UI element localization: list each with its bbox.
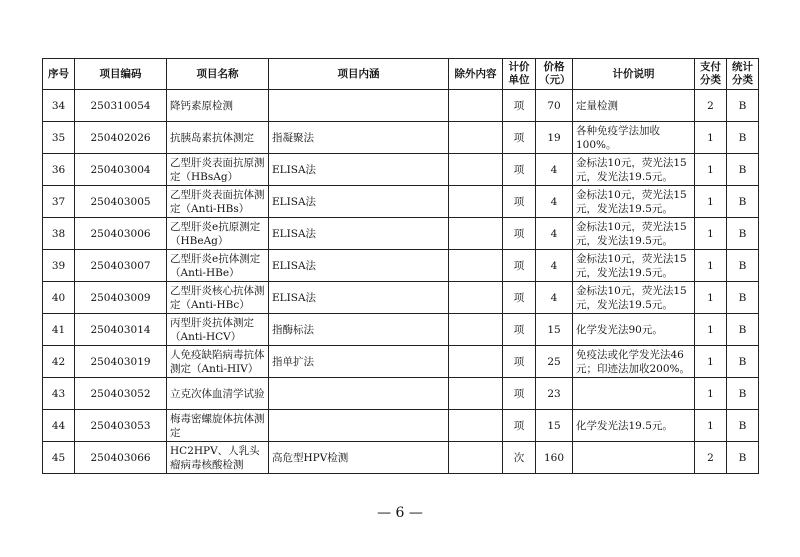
row-note: 金标法10元，荧光法15元，发光法19.5元。 bbox=[573, 186, 695, 218]
row-price: 4 bbox=[536, 154, 573, 186]
row-name: 梅毒密螺旋体抗体测定 bbox=[167, 410, 269, 442]
row-price: 15 bbox=[536, 410, 573, 442]
header-stat: 统计分类 bbox=[727, 59, 759, 90]
row-unit: 项 bbox=[503, 346, 536, 378]
table-row bbox=[43, 378, 759, 410]
row-seq: 41 bbox=[43, 314, 75, 346]
row-content: ELISA法 bbox=[269, 154, 449, 186]
header-seq: 序号 bbox=[43, 59, 75, 90]
row-name: 人免疫缺陷病毒抗体测定（Anti-HIV） bbox=[167, 346, 269, 378]
row-unit: 项 bbox=[503, 122, 536, 154]
price-table-container bbox=[42, 58, 758, 474]
table-row bbox=[43, 314, 759, 346]
header-name: 项目名称 bbox=[167, 59, 269, 90]
row-stat: B bbox=[727, 442, 759, 474]
row-exclude bbox=[449, 442, 503, 474]
row-seq: 38 bbox=[43, 218, 75, 250]
row-pay: 1 bbox=[695, 154, 727, 186]
row-code: 250403009 bbox=[75, 282, 167, 314]
row-name: 抗胰岛素抗体测定 bbox=[167, 122, 269, 154]
row-note: 金标法10元，荧光法15元，发光法19.5元。 bbox=[573, 218, 695, 250]
row-stat: B bbox=[727, 282, 759, 314]
row-price: 4 bbox=[536, 186, 573, 218]
row-unit: 项 bbox=[503, 154, 536, 186]
row-content: ELISA法 bbox=[269, 218, 449, 250]
row-stat: B bbox=[727, 378, 759, 410]
row-stat: B bbox=[727, 346, 759, 378]
row-seq: 35 bbox=[43, 122, 75, 154]
table-row bbox=[43, 154, 759, 186]
row-exclude bbox=[449, 122, 503, 154]
row-note: 金标法10元，荧光法15元，发光法19.5元。 bbox=[573, 282, 695, 314]
row-code: 250402026 bbox=[75, 122, 167, 154]
header-exclude: 除外内容 bbox=[449, 59, 503, 90]
table-row bbox=[43, 122, 759, 154]
header-unit: 计价单位 bbox=[503, 59, 536, 90]
header-pay: 支付分类 bbox=[695, 59, 727, 90]
row-stat: B bbox=[727, 410, 759, 442]
row-code: 250403005 bbox=[75, 186, 167, 218]
row-price: 4 bbox=[536, 250, 573, 282]
row-content: ELISA法 bbox=[269, 282, 449, 314]
table-row bbox=[43, 442, 759, 474]
row-note: 免疫法或化学发光法46元；印迹法加收200%。 bbox=[573, 346, 695, 378]
row-content: 高危型HPV检测 bbox=[269, 442, 449, 474]
row-name: 乙型肝炎e抗体测定（Anti-HBe） bbox=[167, 250, 269, 282]
row-note: 定量检测 bbox=[573, 90, 695, 122]
row-exclude bbox=[449, 250, 503, 282]
row-price: 15 bbox=[536, 314, 573, 346]
row-name: 乙型肝炎核心抗体测定（Anti-HBc） bbox=[167, 282, 269, 314]
row-exclude bbox=[449, 314, 503, 346]
row-stat: B bbox=[727, 314, 759, 346]
table-row bbox=[43, 186, 759, 218]
row-seq: 43 bbox=[43, 378, 75, 410]
row-stat: B bbox=[727, 154, 759, 186]
row-name: 立克次体血清学试验 bbox=[167, 378, 269, 410]
row-unit: 项 bbox=[503, 314, 536, 346]
row-note: 金标法10元，荧光法15元，发光法19.5元。 bbox=[573, 154, 695, 186]
row-name: 乙型肝炎表面抗体测定（Anti-HBs） bbox=[167, 186, 269, 218]
row-exclude bbox=[449, 186, 503, 218]
row-content: 指酶标法 bbox=[269, 314, 449, 346]
row-exclude bbox=[449, 282, 503, 314]
table-row bbox=[43, 218, 759, 250]
row-name: 降钙素原检测 bbox=[167, 90, 269, 122]
row-code: 250403014 bbox=[75, 314, 167, 346]
header-note: 计价说明 bbox=[573, 59, 695, 90]
row-note: 金标法10元，荧光法15元，发光法19.5元。 bbox=[573, 250, 695, 282]
row-note bbox=[573, 378, 695, 410]
row-note bbox=[573, 442, 695, 474]
row-name: 乙型肝炎表面抗原测定（HBsAg） bbox=[167, 154, 269, 186]
row-stat: B bbox=[727, 186, 759, 218]
row-exclude bbox=[449, 410, 503, 442]
row-price: 23 bbox=[536, 378, 573, 410]
header-content: 项目内涵 bbox=[269, 59, 449, 90]
row-content: ELISA法 bbox=[269, 186, 449, 218]
row-pay: 1 bbox=[695, 378, 727, 410]
row-price: 70 bbox=[536, 90, 573, 122]
row-code: 250403007 bbox=[75, 250, 167, 282]
row-unit: 项 bbox=[503, 90, 536, 122]
row-code: 250310054 bbox=[75, 90, 167, 122]
row-note: 化学发光法90元。 bbox=[573, 314, 695, 346]
row-content: 指凝聚法 bbox=[269, 122, 449, 154]
row-note: 化学发光法19.5元。 bbox=[573, 410, 695, 442]
row-price: 4 bbox=[536, 282, 573, 314]
row-content bbox=[269, 378, 449, 410]
row-unit: 项 bbox=[503, 186, 536, 218]
row-name: 乙型肝炎e抗原测定（HBeAg） bbox=[167, 218, 269, 250]
row-pay: 2 bbox=[695, 90, 727, 122]
row-pay: 1 bbox=[695, 282, 727, 314]
row-content bbox=[269, 90, 449, 122]
row-pay: 1 bbox=[695, 186, 727, 218]
row-unit: 项 bbox=[503, 282, 536, 314]
table-row bbox=[43, 282, 759, 314]
row-code: 250403004 bbox=[75, 154, 167, 186]
row-name: HC2HPV、人乳头瘤病毒核酸检测 bbox=[167, 442, 269, 474]
row-code: 250403006 bbox=[75, 218, 167, 250]
row-name: 丙型肝炎抗体测定（Anti-HCV） bbox=[167, 314, 269, 346]
row-stat: B bbox=[727, 250, 759, 282]
row-seq: 44 bbox=[43, 410, 75, 442]
page-number: — 6 — bbox=[377, 505, 423, 521]
row-unit: 项 bbox=[503, 378, 536, 410]
row-pay: 1 bbox=[695, 218, 727, 250]
row-price: 25 bbox=[536, 346, 573, 378]
row-seq: 34 bbox=[43, 90, 75, 122]
row-unit: 项 bbox=[503, 218, 536, 250]
table-row bbox=[43, 346, 759, 378]
table-row bbox=[43, 410, 759, 442]
row-pay: 1 bbox=[695, 122, 727, 154]
row-stat: B bbox=[727, 122, 759, 154]
row-price: 4 bbox=[536, 218, 573, 250]
header-code: 项目编码 bbox=[75, 59, 167, 90]
row-stat: B bbox=[727, 90, 759, 122]
row-pay: 1 bbox=[695, 250, 727, 282]
row-exclude bbox=[449, 378, 503, 410]
table-row bbox=[43, 90, 759, 122]
row-unit: 项 bbox=[503, 250, 536, 282]
row-exclude bbox=[449, 90, 503, 122]
row-seq: 39 bbox=[43, 250, 75, 282]
table-body bbox=[43, 90, 759, 474]
row-seq: 36 bbox=[43, 154, 75, 186]
row-exclude bbox=[449, 154, 503, 186]
row-exclude bbox=[449, 218, 503, 250]
row-price: 160 bbox=[536, 442, 573, 474]
row-pay: 2 bbox=[695, 442, 727, 474]
row-code: 250403053 bbox=[75, 410, 167, 442]
row-content: 指单扩法 bbox=[269, 346, 449, 378]
row-unit: 次 bbox=[503, 442, 536, 474]
row-pay: 1 bbox=[695, 410, 727, 442]
row-price: 19 bbox=[536, 122, 573, 154]
row-seq: 45 bbox=[43, 442, 75, 474]
row-exclude bbox=[449, 346, 503, 378]
row-code: 250403052 bbox=[75, 378, 167, 410]
row-seq: 42 bbox=[43, 346, 75, 378]
table-header-row bbox=[43, 59, 759, 90]
table-row bbox=[43, 250, 759, 282]
row-content bbox=[269, 410, 449, 442]
header-price: 价格（元） bbox=[536, 59, 573, 90]
row-pay: 1 bbox=[695, 346, 727, 378]
row-seq: 37 bbox=[43, 186, 75, 218]
row-stat: B bbox=[727, 218, 759, 250]
row-code: 250403066 bbox=[75, 442, 167, 474]
row-code: 250403019 bbox=[75, 346, 167, 378]
row-pay: 1 bbox=[695, 314, 727, 346]
price-table bbox=[42, 58, 759, 474]
row-unit: 项 bbox=[503, 410, 536, 442]
row-content: ELISA法 bbox=[269, 250, 449, 282]
row-seq: 40 bbox=[43, 282, 75, 314]
row-note: 各种免疫学法加收100%。 bbox=[573, 122, 695, 154]
